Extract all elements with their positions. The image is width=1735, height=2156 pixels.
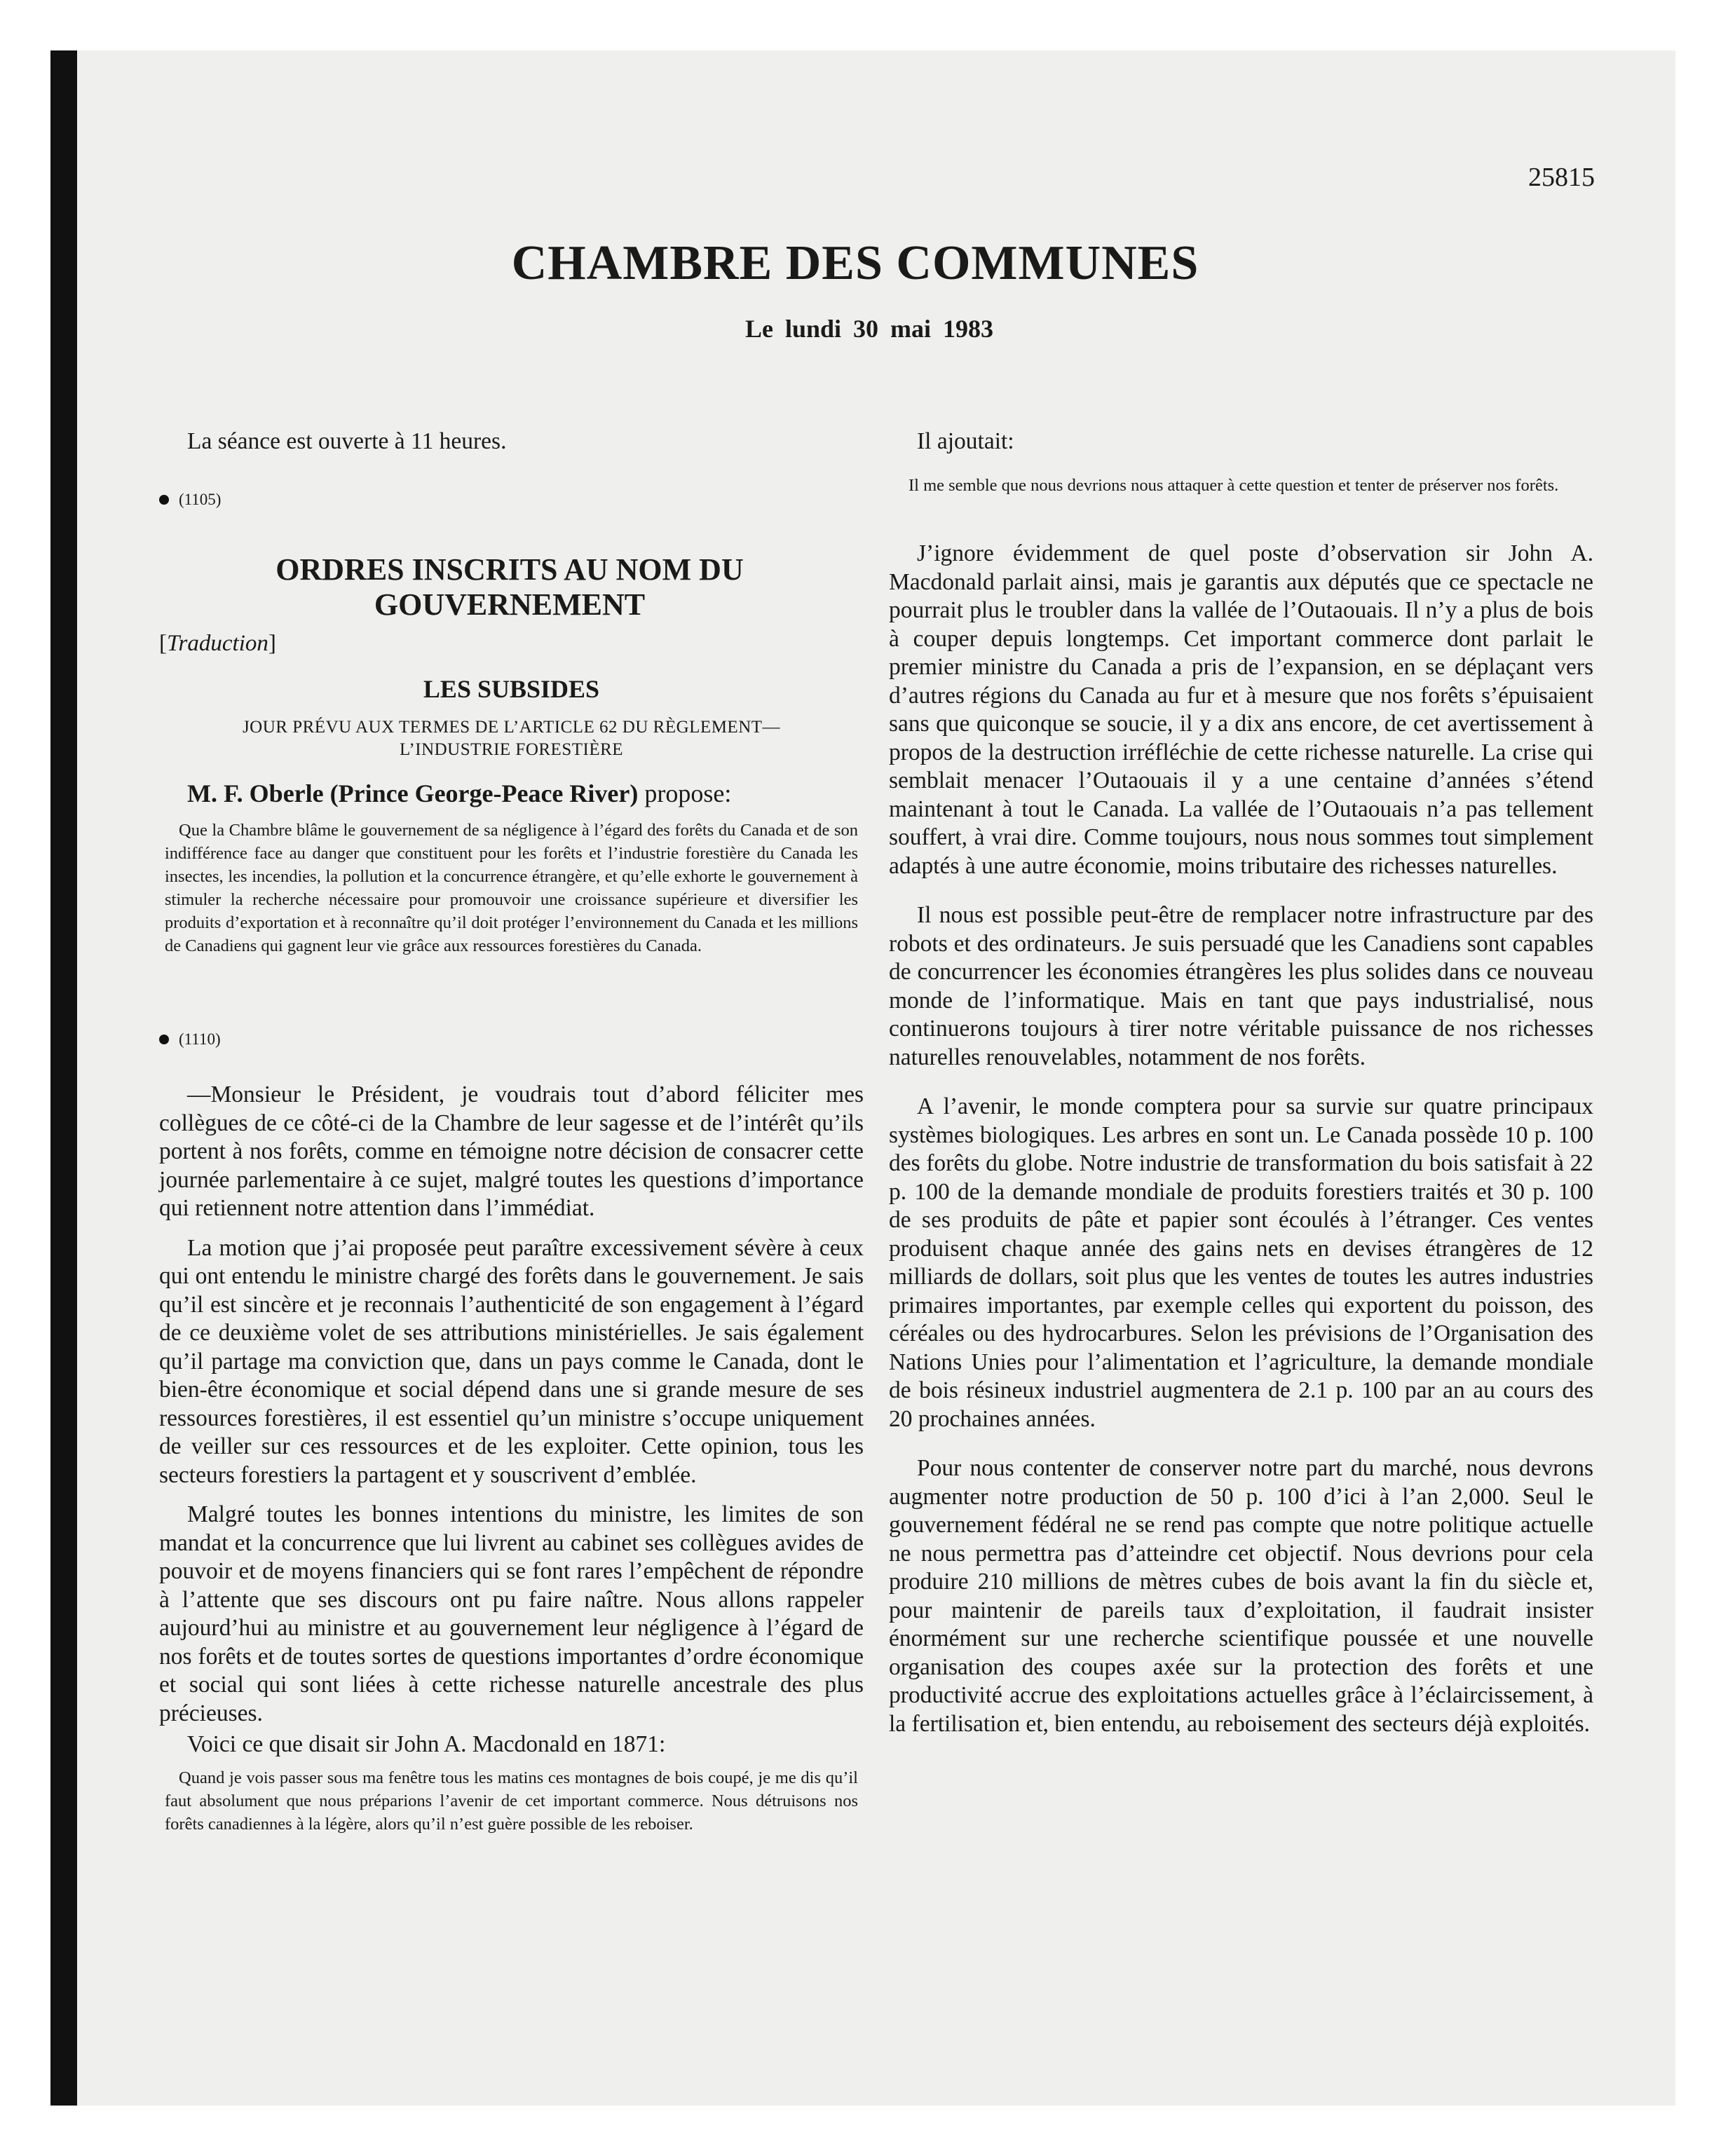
caps-line-1: JOUR PRÉVU AUX TERMES DE L’ARTICLE 62 DU RÈGLEMENT— [242, 718, 781, 737]
traduction-label: Traduction [167, 631, 268, 656]
section-heading: ORDRES INSCRITS AU NOM DU GOUVERNEMENT [275, 552, 744, 622]
speaker-name: M. F. Oberle (Prince George-Peace River) [187, 779, 639, 807]
motion-text: Que la Chambre blâme le gouvernement de sa négligence à l’égard des forêts du Canada et de son indifférence face au danger que constituent pour les forêts et l’industrie forestière du Canada les insectes, les incendies, la pollution et la concurrence étrangère, et qu’elle exhorte le gouvernement à stimuler la recherche nécessaire pour promouvoir une croissance supérieure et diversifier les produits d’exportation et à reconnaître qu’il doit protéger l’environnement du Canada et les millions de Canadiens qui gagnent leur vie grâce aux ressources forestières du Canada. [165, 821, 858, 955]
paragraph: Il ajoutait: [917, 428, 1014, 454]
subheading: LES SUBSIDES [423, 675, 600, 703]
paragraph: J’ignore évidemment de quel poste d’observation sir John A. Macdonald parlait ainsi, mais je garantis aux députés que ce spectacle ne pourrait plus le troubler dans la vallée de l’Outaouais. Il n’y a plus de bois à couper depuis longtemps. Cet important commerce dont parlait le premier ministre du Canada a pris de l’expansion, en se déplaçant vers d’autres régions du Canada au fur et à mesure que nos forêts s’épuisaient sans que quiconque se soucie, il y a dix ans encore, de cet avertissement à propos de la destruction irréfléchie de cette richesse naturelle. La crise qui semblait menacer l’Outaouais il y a une centaine d’années s’étend maintenant à tout le Canada. La vallée de l’Outaouais n’a pas tellement souffert, à vrai dire. Comme toujours, nous nous sommes tout simplement adaptés à une autre économie, moins tributaire des richesses naturelles. [889, 540, 1593, 879]
page-title: CHAMBRE DES COMMUNES [511, 236, 1199, 290]
binding-edge [50, 50, 77, 2106]
time-marker-1110 [159, 1030, 221, 1049]
bullet-icon [159, 1035, 169, 1044]
bullet-icon [159, 495, 169, 505]
opening-line: La séance est ouverte à 11 heures. [187, 428, 507, 454]
time-marker-1105 [159, 491, 221, 509]
macdonald-quote: Quand je vois passer sous ma fenêtre tous les matins ces montagnes de bois coupé, je me dis qu’il faut absolument que nous préparions l’avenir de cet important commerce. Nous détruisons nos forêts canadiennes à la légère, alors qu’il n’est guère possible de les reboiser. [165, 1768, 858, 1834]
paragraph: Pour nous contenter de conserver notre part du marché, nous devrons augmenter notre production de 50 p. 100 d’ici à l’an 2,000. Seul le gouvernement fédéral ne se rend pas compte que notre politique actuelle ne nous permettra pas d’atteindre cet objectif. Nous devrions pour cela produire 210 millions de mètres cubes de bois avant la fin du siècle et, pour maintenir de pareils taux d’exploitation, il faudrait insister énormément sur une recherche scientifique poussée et une nouvelle organisation des coupes axée sur la protection des forêts et une productivité accrue des exploitations actuelles grâce à l’éclaircissement, à la fertilisation et, bien entendu, au reboisement des secteurs déjà exploités. [889, 1455, 1593, 1737]
speaker-line [159, 779, 864, 808]
time-marker-text: (1105) [179, 491, 222, 508]
paragraph: Voici ce que disait sir John A. Macdonald en 1871: [187, 1731, 666, 1757]
page-number: 25815 [1528, 163, 1595, 192]
paragraph: La motion que j’ai proposée peut paraître excessivement sévère à ceux qui ont entendu le ministre chargé des forêts dans le gouvernement. Je sais qu’il est sincère et je reconnais l’authenticité de son engagement à l’égard de ce deuxième volet de ses attributions ministérielles. Je sais également qu’il partage ma conviction que, dans un pays comme le Canada, dont le bien-être économique et social dépend dans une si grande mesure de ses ressources forestières, il est essentiel qu’un ministre s’occupe uniquement de veiller sur ces ressources et de les exploiter. Cette opinion, tous les secteurs forestiers la partagent et y souscrivent d’emblée. [159, 1234, 864, 1488]
quote: Il me semble que nous devrions nous attaquer à cette question et tenter de préserver nos forêts. [909, 476, 1559, 495]
speaker-verb: propose: [644, 779, 732, 807]
caps-line-2: L’INDUSTRIE FORESTIÈRE [399, 740, 624, 759]
paragraph: A l’avenir, le monde comptera pour sa survie sur quatre principaux systèmes biologiques. Les arbres en sont un. Le Canada possède 10 p. 100 des forêts du globe. Notre industrie de transformation du bois satisfait à 22 p. 100 de la demande mondiale de produits forestiers traités et 30 p. 100 de ses produits de pâte et papier sont écoulés à l’étranger. Ces ventes produisent chaque année des gains nets en devises étrangères de 12 milliards de dollars, soit plus que les ventes de toutes les autres industries primaires importantes, par exemple celles qui exportent du poisson, des céréales ou des hydrocarbures. Selon les prévisions de l’Organisation des Nations Unies pour l’alimentation et l’agriculture, la demande mondiale de bois résineux industriel augmentera de 2.1 p. 100 par an au cours des 20 prochaines années. [889, 1093, 1593, 1432]
paragraph: Il nous est possible peut-être de remplacer notre infrastructure par des robots et des ordinateurs. Je suis persuadé que les Canadiens sont capables de concurrencer les économies étrangères les plus solides dans ce nouveau monde de l’informatique. Mais en tant que pays industrialisé, nous continuerons toujours à tirer notre véritable puissance de nos richesses naturelles renouvelables, notamment de nos forêts. [889, 902, 1593, 1070]
paragraph: Malgré toutes les bonnes intentions du ministre, les limites de son mandat et la concurrence que lui livrent au cabinet ses collègues avides de pouvoir et de moyens financiers qui se font rares l’empêchent de répondre à l’attente que ses discours ont pu faire naître. Nous allons rappeler aujourd’hui au ministre et au gouvernement leur négligence à l’égard de nos forêts et de toutes sortes de questions importantes d’ordre économique et social qui sont liées à cette richesse naturelle ancestrale des plus précieuses. [159, 1501, 864, 1726]
traduction-note: [Traduction] [159, 631, 276, 656]
sitting-date: Le lundi 30 mai 1983 [744, 315, 994, 343]
time-marker-text: (1110) [179, 1030, 221, 1048]
paragraph: —Monsieur le Président, je voudrais tout d’abord féliciter mes collègues de ce côté-ci de la Chambre de leur sagesse et de l’intérêt qu’ils portent à nos forêts, comme en témoigne notre décision de consacrer cette journée parlementaire à ce sujet, malgré toutes les questions d’importance qui retiennent notre attention dans l’immédiat. [159, 1082, 864, 1221]
